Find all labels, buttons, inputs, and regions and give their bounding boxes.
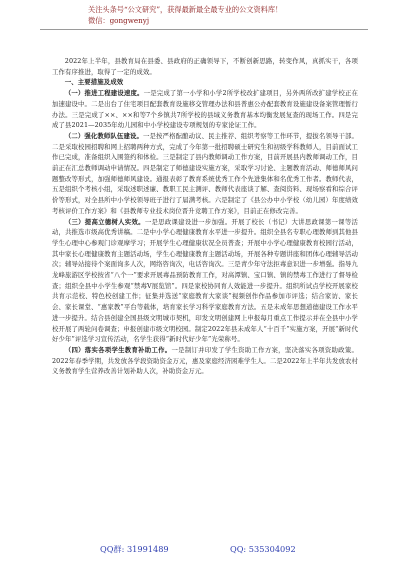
item-lead-1: （一）推进工程建设速度。 <box>64 89 144 98</box>
document-body <box>52 56 358 522</box>
header-wechat-text: 微信：gongwenyj <box>88 16 150 25</box>
item-paragraph-1 <box>52 88 358 131</box>
footer-qq-number: QQ: 535304092 <box>230 544 296 554</box>
section-heading-text: 一、主要措施及成效 <box>64 78 124 87</box>
item-paragraph-4 <box>52 345 358 377</box>
intro-text: 2022年上半年，县教育局在县委、县政府的正确领导下，不断创新思路，转变作风，真抓实干，各项工作有序推进，取得了一定的成效。 <box>52 57 358 76</box>
item-text-2: 一是按严格酝酿动议、民主推荐、组织考察等工作环节，提拔名领导干部。二是采取校园招聘和网上招聘两种方式，完成了今年第一批招聘硕士研究生和初级学科教师人，目前面试工作已完成，准备组织入围签约和体检。三是制定了县内教师调动工作方案，目前开展县内教师调动工作，目前正在汇总教师调动申请情况。四是制定了师德建设实施方案，采取学习讨论、主题教育活动、师德师风问题整改等形式，加强师德师风建设。通报表彰了教育系统优秀工作个先进集体和名优秀工作者。教师代表，五是组织个考核小组，采取述职述廉、教职工民主测评、教师代表座谈了解、查阅资料、现场察看和综合评价等形式，对全县所中小学校领导班子进行了届满考核。六是制定了《县公办中小学校（幼儿园）年度绩效考核评价工作方案》和《县教师专业技术岗位晋升竞聘工作方案》，目前正在修改完善。 <box>52 131 358 215</box>
header-divider <box>40 29 368 30</box>
item-text-1: 一是完成了第一小学和小学2所学校改扩建项目，另外两所改扩建学校正在加速建设中。二是出台了住宅项目配套教育设施移交管理办法和县普惠公办配套教育设施建设备案管理暂行办法。三是完成了××、××和等7个乡镇共7所学校的县域义务教育基本均衡发展复查的现场工作。四是完成了县2021—2035年幼儿园和中小学校建设专项规划的专家论证工作。 <box>52 89 358 130</box>
section-heading <box>52 77 358 88</box>
page-header <box>0 0 408 42</box>
item-text-3: 一是思政课建设进一步加强。开展了校长（书记）大讲思政课第一课等活动，共推选市级高优秀讲稿。二是中小学心理健康教育水平进一步提升。组织全县名专职心理教师到其他县学生心理中心参观门诊观摩学习；开展学生心理健康状况全员普查；开展中小学心理健康教育校园行活动，其中家长心理健康教育主题活动场，学生心理健康教育主题活动场，开展各种专题讲座和团体心理辅导活动次；辅导站接待个案面询多人次，网络咨询次，电话咨询次。三是青少年守法拒毒意识进一步增强。指导九龙峰旅游区学校按省“八个一”要求开展毒品预防教育工作，对高潭镇、宝口镇、镇的禁毒工作进行了督导检查；组织全县中小学生参观“禁毒V展览馆”。四是家校协同育人效能进一步提升。组织所试点学校开展家校共育示范校、特色校创建工作；征集并选送“家庭教育大家谈”视频创作作品参加市评选；结合家访、家长会、家长课堂、“惠家教”平台等载体，培育家长学习科学家庭教育方法。五是未成年思想道德建设工作水平进一步提升。结合县创建全国县级文明城市契机，印发文明创建网上申报每月重点工作提示并在全县中小学校开展了两轮问卷调查；申报创建市级文明校园。制定2022年县未成年人“十百千”实施方案，开展“新时代好少年”评选学习宣传活动，名学生获得“新时代好少年”光荣称号。 <box>52 217 358 344</box>
header-promo-text: 关注头条号“公文研究”，获得最新最全最专业的公文资料库！ <box>88 5 283 14</box>
item-text-4: 一是制订并印发了学生资助工作方案，坚决落实各项资助政策。2022年春季学期，共发放各学段资助资金万元，惠及家庭经济困难学生人。二是2022年上半年共发放农村义务教育学生营养改善计划补助人次，补助资金万元。 <box>52 345 358 376</box>
item-lead-4: （四）落实各项学生教育补助工作。 <box>64 345 172 354</box>
item-paragraph-3 <box>52 217 358 345</box>
item-lead-3: （三）提高立德树人实效。 <box>64 217 145 226</box>
item-paragraph-2 <box>52 131 358 217</box>
item-lead-2: （二）强化教师队伍建设。 <box>64 131 143 140</box>
intro-paragraph <box>52 56 358 77</box>
footer-qq-group: QQ群: 31991489 <box>100 544 169 554</box>
page-footer <box>0 540 408 560</box>
